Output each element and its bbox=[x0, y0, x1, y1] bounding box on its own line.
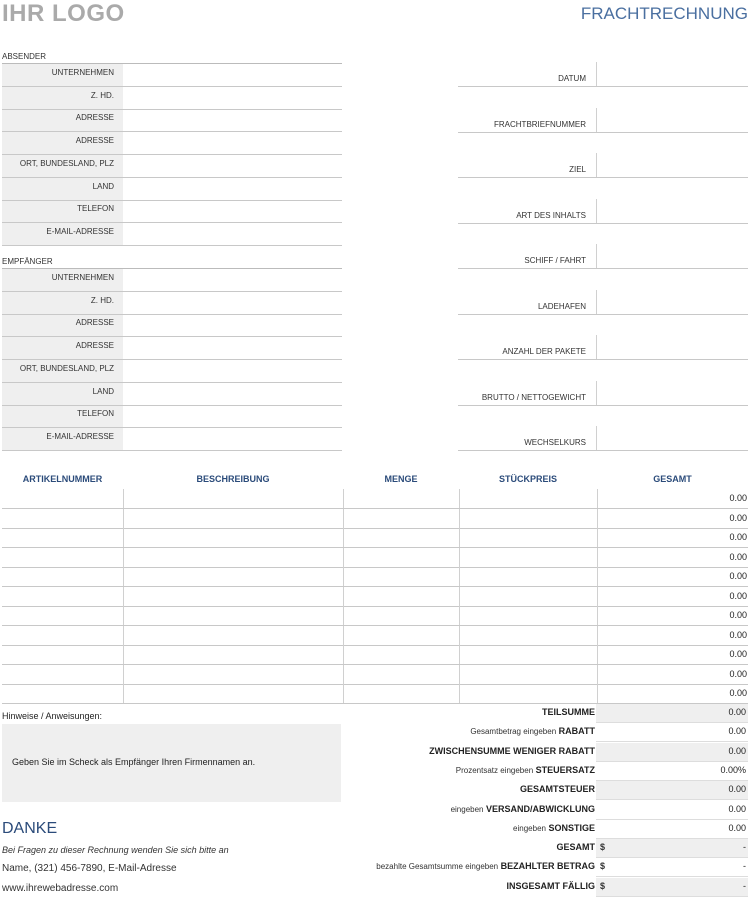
recipient-row bbox=[2, 360, 342, 383]
summary-label: ZWISCHENSUMME WENIGER RABATT bbox=[429, 745, 595, 756]
summary-value-cell[interactable] bbox=[596, 781, 748, 800]
recipient-row bbox=[2, 292, 342, 315]
table-cell[interactable] bbox=[123, 548, 344, 567]
shipment-field-input[interactable] bbox=[596, 62, 748, 86]
sender-field-label: TELEFON bbox=[77, 204, 114, 214]
summary-value: 0.00 bbox=[728, 745, 746, 756]
table-cell[interactable] bbox=[343, 684, 460, 703]
sender-row bbox=[2, 109, 342, 132]
row-total: 0.00 bbox=[597, 606, 747, 625]
table-cell[interactable] bbox=[123, 665, 344, 684]
table-row bbox=[2, 645, 748, 665]
recipient-field-input[interactable] bbox=[124, 292, 342, 314]
summary-value-cell[interactable] bbox=[596, 762, 748, 781]
sender-field-label: ADRESSE bbox=[75, 113, 114, 123]
shipment-field-label: DATUM bbox=[558, 74, 586, 83]
summary-label: STEUERSATZ bbox=[535, 764, 595, 775]
summary-label-group bbox=[350, 784, 595, 794]
summary-prefix: eingeben bbox=[450, 804, 484, 814]
table-cell[interactable] bbox=[123, 684, 344, 703]
summary-label-group bbox=[350, 804, 595, 814]
table-cell[interactable] bbox=[123, 489, 344, 508]
summary-value: 0.00 bbox=[728, 822, 746, 833]
summary-value-cell[interactable] bbox=[596, 820, 748, 839]
summary-row bbox=[350, 839, 748, 858]
summary-label: GESAMT bbox=[556, 842, 595, 853]
table-row bbox=[2, 567, 748, 587]
table-cell[interactable] bbox=[459, 626, 598, 645]
items-table-header bbox=[2, 474, 748, 488]
summary-prefix: eingeben bbox=[513, 823, 546, 833]
summary-label-group bbox=[350, 707, 595, 717]
col-header-total: GESAMT bbox=[653, 474, 692, 484]
summary-value-cell[interactable] bbox=[596, 839, 748, 858]
table-cell[interactable] bbox=[2, 606, 123, 625]
summary-prefix: Prozentsatz eingeben bbox=[455, 765, 534, 775]
sender-field-label: ADRESSE bbox=[75, 136, 114, 146]
table-cell[interactable] bbox=[123, 587, 344, 606]
row-total: 0.00 bbox=[597, 587, 747, 606]
table-cell[interactable] bbox=[2, 665, 123, 684]
sender-field-label: Z. HD. bbox=[90, 90, 114, 100]
shipment-field-input[interactable] bbox=[596, 426, 748, 450]
summary-value-cell[interactable] bbox=[596, 743, 748, 762]
table-cell[interactable] bbox=[343, 548, 460, 567]
table-cell[interactable] bbox=[2, 626, 123, 645]
col-header-item-number: ARTIKELNUMMER bbox=[22, 474, 103, 484]
contact-info: Name, (321) 456-7890, E-Mail-Adresse bbox=[2, 863, 177, 874]
table-cell[interactable] bbox=[2, 645, 123, 664]
recipient-field-label: ADRESSE bbox=[75, 318, 114, 328]
summary-row bbox=[350, 743, 748, 762]
table-cell[interactable] bbox=[459, 587, 598, 606]
summary-label-group bbox=[350, 746, 595, 756]
table-cell[interactable] bbox=[2, 684, 123, 703]
table-cell[interactable] bbox=[343, 509, 460, 528]
summary-label: RABATT bbox=[558, 726, 595, 737]
summary-value-cell[interactable] bbox=[596, 878, 748, 897]
shipment-row bbox=[458, 335, 748, 360]
row-total: 0.00 bbox=[597, 567, 747, 586]
shipment-field-input[interactable] bbox=[596, 290, 748, 314]
recipient-row bbox=[2, 405, 342, 428]
sender-field-input[interactable] bbox=[124, 132, 342, 154]
summary-label-group bbox=[350, 842, 595, 852]
shipment-row bbox=[458, 426, 748, 451]
table-cell[interactable] bbox=[2, 489, 123, 508]
table-cell[interactable] bbox=[123, 645, 344, 664]
col-header-quantity: MENGE bbox=[384, 474, 418, 484]
document-title: FRACHTRECHNUNG bbox=[580, 4, 748, 23]
table-cell[interactable] bbox=[343, 567, 460, 586]
shipment-field-label: FRACHTBRIEFNUMMER bbox=[494, 119, 586, 129]
thanks-text: DANKE bbox=[2, 820, 58, 837]
recipient-field-input[interactable] bbox=[124, 383, 342, 405]
recipient-field-input[interactable] bbox=[124, 360, 342, 382]
summary-value: 0.00 bbox=[728, 726, 746, 737]
table-cell[interactable] bbox=[459, 548, 598, 567]
summary-label: VERSAND/ABWICKLUNG bbox=[486, 803, 595, 814]
summary-label: SONSTIGE bbox=[548, 822, 595, 833]
questions-text: Bei Fragen zu dieser Rechnung wenden Sie sich bitte an bbox=[2, 845, 229, 855]
website: www.ihrewebadresse.com bbox=[2, 883, 119, 894]
row-total: 0.00 bbox=[597, 548, 747, 567]
sender-field-label: ORT, BUNDESLAND, PLZ bbox=[19, 158, 114, 168]
table-cell[interactable] bbox=[343, 489, 460, 508]
summary-label: TEILSUMME bbox=[542, 707, 595, 717]
summary-value: 0.00 bbox=[728, 707, 746, 717]
sender-field-input[interactable] bbox=[124, 109, 342, 131]
summary-row bbox=[350, 762, 748, 781]
currency-symbol: $ bbox=[600, 880, 606, 891]
sender-field-label: E-MAIL-ADRESSE bbox=[46, 226, 114, 236]
summary-prefix: bezahlte Gesamtsumme eingeben bbox=[376, 862, 499, 872]
row-total: 0.00 bbox=[597, 684, 747, 703]
table-row bbox=[2, 509, 748, 529]
sender-row bbox=[2, 132, 342, 155]
table-cell[interactable] bbox=[2, 528, 123, 547]
shipment-field-label: ZIEL bbox=[569, 165, 586, 174]
shipment-row bbox=[458, 244, 748, 269]
summary-row bbox=[350, 820, 748, 839]
recipient-row bbox=[2, 314, 342, 337]
table-cell[interactable] bbox=[123, 626, 344, 645]
shipment-row bbox=[458, 381, 748, 406]
sender-field-label: UNTERNEHMEN bbox=[51, 68, 114, 77]
sender-field-input[interactable] bbox=[124, 64, 342, 86]
recipient-field-label: ADRESSE bbox=[75, 341, 114, 351]
sender-field-input[interactable] bbox=[124, 223, 342, 245]
notes-label: Hinweise / Anweisungen: bbox=[2, 711, 103, 721]
recipient-field-label: ORT, BUNDESLAND, PLZ bbox=[19, 363, 114, 373]
table-cell[interactable] bbox=[459, 509, 598, 528]
summary-prefix: Gesamtbetrag eingeben bbox=[470, 727, 557, 737]
currency-symbol: $ bbox=[600, 861, 606, 872]
table-cell[interactable] bbox=[459, 528, 598, 547]
recipient-field-label: Z. HD. bbox=[90, 295, 114, 305]
row-total: 0.00 bbox=[597, 626, 747, 645]
summary-label: GESAMTSTEUER bbox=[519, 784, 595, 795]
recipient-field-label: TELEFON bbox=[77, 409, 114, 419]
shipment-field-input[interactable] bbox=[596, 335, 748, 359]
recipient-title: EMPFÄNGER bbox=[2, 257, 53, 266]
notes-box[interactable] bbox=[2, 724, 341, 802]
table-cell[interactable] bbox=[2, 587, 123, 606]
recipient-field-input[interactable] bbox=[124, 314, 342, 336]
summary-label-group bbox=[350, 726, 595, 736]
row-total: 0.00 bbox=[597, 645, 747, 664]
shipment-field-label: BRUTTO / NETTOGEWICHT bbox=[481, 392, 586, 402]
summary-label-group bbox=[350, 881, 595, 891]
shipment-field-input[interactable] bbox=[596, 381, 748, 405]
table-row bbox=[2, 489, 748, 509]
shipment-field-label: ANZAHL DER PAKETE bbox=[502, 347, 586, 356]
recipient-field-input[interactable] bbox=[124, 405, 342, 427]
sender-row bbox=[2, 200, 342, 223]
table-cell[interactable] bbox=[2, 567, 123, 586]
table-cell[interactable] bbox=[2, 548, 123, 567]
table-cell[interactable] bbox=[2, 509, 123, 528]
summary-label: BEZAHLTER BETRAG bbox=[500, 861, 595, 872]
shipment-row bbox=[458, 108, 748, 133]
table-cell[interactable] bbox=[459, 567, 598, 586]
recipient-row bbox=[2, 383, 342, 406]
summary-row bbox=[350, 781, 748, 800]
table-row bbox=[2, 606, 748, 626]
table-cell[interactable] bbox=[343, 626, 460, 645]
table-cell[interactable] bbox=[123, 567, 344, 586]
table-row bbox=[2, 587, 748, 607]
summary-value-cell[interactable] bbox=[596, 704, 748, 723]
shipment-row bbox=[458, 153, 748, 178]
shipment-row bbox=[458, 199, 748, 224]
table-cell[interactable] bbox=[343, 606, 460, 625]
shipment-field-label: SCHIFF / FAHRT bbox=[524, 256, 586, 265]
row-total: 0.00 bbox=[597, 665, 747, 684]
table-cell[interactable] bbox=[343, 528, 460, 547]
table-row bbox=[2, 684, 748, 704]
table-cell[interactable] bbox=[459, 606, 598, 625]
summary-row bbox=[350, 704, 748, 723]
sender-field-input[interactable] bbox=[124, 155, 342, 177]
table-cell[interactable] bbox=[123, 606, 344, 625]
table-cell[interactable] bbox=[459, 645, 598, 664]
shipment-row bbox=[458, 290, 748, 315]
summary-value: - bbox=[743, 861, 746, 872]
recipient-field-label: UNTERNEHMEN bbox=[51, 273, 114, 282]
table-cell[interactable] bbox=[459, 684, 598, 703]
row-total: 0.00 bbox=[597, 528, 747, 547]
currency-symbol: $ bbox=[600, 842, 606, 853]
summary-label-group bbox=[350, 861, 595, 871]
recipient-field-label: LAND bbox=[92, 386, 114, 396]
summary-row bbox=[350, 801, 748, 820]
shipment-field-input[interactable] bbox=[596, 244, 748, 268]
summary-label: INSGESAMT FÄLLIG bbox=[506, 880, 595, 891]
shipment-row bbox=[458, 62, 748, 87]
recipient-field-label: E-MAIL-ADRESSE bbox=[46, 431, 114, 441]
col-header-unit-price: STÜCKPREIS bbox=[498, 474, 557, 484]
table-cell[interactable] bbox=[459, 489, 598, 508]
table-cell[interactable] bbox=[343, 665, 460, 684]
recipient-field-input[interactable] bbox=[124, 269, 342, 291]
sender-title: ABSENDER bbox=[2, 52, 47, 61]
sender-row bbox=[2, 178, 342, 201]
row-total: 0.00 bbox=[597, 489, 747, 508]
table-row bbox=[2, 665, 748, 685]
shipment-field-input[interactable] bbox=[596, 108, 748, 132]
recipient-row bbox=[2, 428, 342, 451]
recipient-row bbox=[2, 337, 342, 360]
recipient-field-input[interactable] bbox=[124, 428, 342, 450]
summary-label-group bbox=[350, 765, 595, 775]
sender-row bbox=[2, 64, 342, 87]
summary-value: 0.00 bbox=[728, 784, 746, 795]
recipient-field-input[interactable] bbox=[124, 337, 342, 359]
sender-field-input[interactable] bbox=[124, 87, 342, 109]
sender-row bbox=[2, 87, 342, 110]
summary-row bbox=[350, 723, 748, 742]
summary-value: - bbox=[743, 880, 746, 891]
sender-field-input[interactable] bbox=[124, 200, 342, 222]
summary-value: - bbox=[743, 842, 746, 853]
summary-row bbox=[350, 878, 748, 897]
sender-row bbox=[2, 223, 342, 246]
row-total: 0.00 bbox=[597, 509, 747, 528]
table-row bbox=[2, 626, 748, 646]
summary-value-cell[interactable] bbox=[596, 858, 748, 877]
shipment-field-label: WECHSELKURS bbox=[524, 438, 586, 447]
table-row bbox=[2, 528, 748, 548]
table-cell[interactable] bbox=[459, 665, 598, 684]
sender-row bbox=[2, 155, 342, 178]
shipment-field-label: LADEHAFEN bbox=[537, 301, 586, 311]
logo: IHR LOGO bbox=[2, 0, 125, 27]
shipment-field-label: ART DES INHALTS bbox=[516, 210, 586, 220]
summary-label-group bbox=[350, 823, 595, 833]
table-cell[interactable] bbox=[343, 645, 460, 664]
shipment-field-input[interactable] bbox=[596, 153, 748, 177]
summary-row bbox=[350, 858, 748, 877]
summary-value-cell[interactable] bbox=[596, 723, 748, 742]
summary-value-cell[interactable] bbox=[596, 801, 748, 820]
table-row bbox=[2, 548, 748, 568]
sender-field-label: LAND bbox=[92, 181, 114, 191]
table-cell[interactable] bbox=[343, 587, 460, 606]
notes-text: Geben Sie im Scheck als Empfänger Ihren Firmennamen an. bbox=[12, 757, 256, 767]
table-cell[interactable] bbox=[123, 528, 344, 547]
sender-field-input[interactable] bbox=[124, 178, 342, 200]
shipment-field-input[interactable] bbox=[596, 199, 748, 223]
col-header-description: BESCHREIBUNG bbox=[196, 474, 270, 484]
summary-value: 0.00 bbox=[728, 803, 746, 814]
recipient-row bbox=[2, 269, 342, 292]
summary-value: 0.00% bbox=[720, 764, 746, 775]
table-cell[interactable] bbox=[123, 509, 344, 528]
